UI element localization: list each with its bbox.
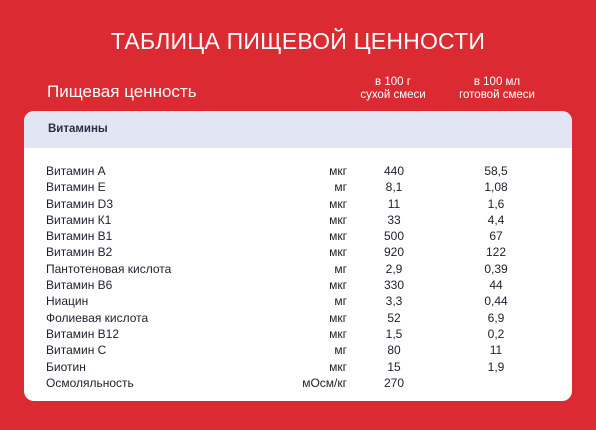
value-dry: 270: [383, 375, 405, 390]
nutrient-unit: мкг: [329, 310, 347, 325]
nutrition-table-card: [24, 111, 572, 401]
table-row: [24, 277, 572, 293]
value-dry: 920: [383, 245, 405, 260]
nutrient-unit: мг: [334, 343, 347, 358]
value-ready: 4,4: [487, 212, 505, 227]
nutrient-unit: мкг: [329, 229, 347, 244]
nutrient-name: Витамин В6: [46, 278, 113, 293]
table-row: [24, 310, 572, 326]
header-column-ready: [432, 76, 562, 102]
value-ready: 122: [485, 245, 507, 260]
value-ready: 1,6: [487, 196, 505, 211]
nutrient-name: Витамин В12: [46, 326, 120, 341]
value-dry: 1,5: [385, 326, 403, 341]
table-row: [24, 326, 572, 342]
value-dry: 2,9: [385, 261, 403, 276]
value-dry: 15: [387, 359, 401, 374]
table-row: [24, 359, 572, 375]
table-row: [24, 342, 572, 358]
value-ready: 6,9: [487, 310, 505, 325]
section-header: [24, 111, 572, 148]
header-column-ready-line2: готовой смеси: [459, 89, 535, 101]
nutrient-name: Пантотеновая кислота: [46, 261, 172, 276]
table-row: [24, 196, 572, 212]
value-ready: 58,5: [484, 164, 508, 178]
nutrient-name: Витамин К1: [46, 212, 112, 227]
section-title-vitamins: Витамины: [48, 123, 108, 135]
value-dry: 11: [387, 196, 401, 211]
header-column-ready-line1: в 100 мл: [473, 76, 521, 88]
value-ready: 67: [489, 229, 503, 244]
value-dry: 8,1: [385, 180, 403, 195]
nutrient-unit: мг: [334, 180, 347, 195]
table-row: [24, 228, 572, 244]
value-ready: 11: [489, 343, 503, 358]
value-dry: 33: [387, 212, 401, 227]
value-ready: 1,08: [484, 180, 508, 195]
table-row: [24, 244, 572, 260]
nutrient-unit: мкг: [329, 164, 347, 178]
nutrition-rows: [24, 163, 572, 391]
value-dry: 500: [383, 229, 405, 244]
nutrient-unit: мОсм/кг: [302, 375, 347, 390]
nutrient-unit: мг: [334, 294, 347, 309]
table-row: [24, 261, 572, 277]
page-title: ТАБЛИЦА ПИЩЕВОЙ ЦЕННОСТИ: [110, 28, 486, 54]
nutrient-name: Витамин D3: [46, 196, 113, 211]
value-ready: 0,39: [484, 261, 508, 276]
table-row: [24, 179, 572, 195]
table-row: [24, 163, 572, 179]
table-row: [24, 375, 572, 391]
value-ready: 0,44: [484, 294, 508, 309]
header-column-dry-line2: сухой смеси: [360, 89, 426, 101]
value-ready: 1,9: [487, 359, 505, 374]
nutrient-name: Витамин В2: [46, 245, 113, 260]
nutrient-name: Витамин Е: [46, 180, 106, 195]
nutrient-name: Витамин С: [46, 343, 107, 358]
header-column-dry-line1: в 100 г: [375, 76, 411, 88]
value-dry: 440: [383, 164, 405, 178]
value-dry: 52: [387, 310, 401, 325]
nutrient-name: Осмоляльность: [46, 375, 134, 390]
value-dry: 80: [387, 343, 401, 358]
nutrient-unit: мкг: [329, 278, 347, 293]
nutrient-unit: мкг: [329, 326, 347, 341]
header-label: Пищевая ценность: [47, 82, 197, 101]
nutrient-unit: мкг: [329, 212, 347, 227]
value-ready: 44: [489, 278, 503, 293]
nutrient-unit: мкг: [329, 245, 347, 260]
nutrient-name: Ниацин: [46, 294, 89, 309]
nutrient-name: Витамин А: [46, 164, 106, 178]
value-dry: 330: [383, 278, 405, 293]
table-row: [24, 293, 572, 309]
nutrient-name: Витамин В1: [46, 229, 113, 244]
value-ready: 0,2: [487, 326, 505, 341]
nutrient-name: Фолиевая кислота: [46, 310, 149, 325]
nutrient-unit: мкг: [329, 196, 347, 211]
value-dry: 3,3: [385, 294, 403, 309]
nutrient-unit: мг: [334, 261, 347, 276]
table-row: [24, 212, 572, 228]
nutrient-name: Биотин: [46, 359, 86, 374]
nutrient-unit: мкг: [329, 359, 347, 374]
